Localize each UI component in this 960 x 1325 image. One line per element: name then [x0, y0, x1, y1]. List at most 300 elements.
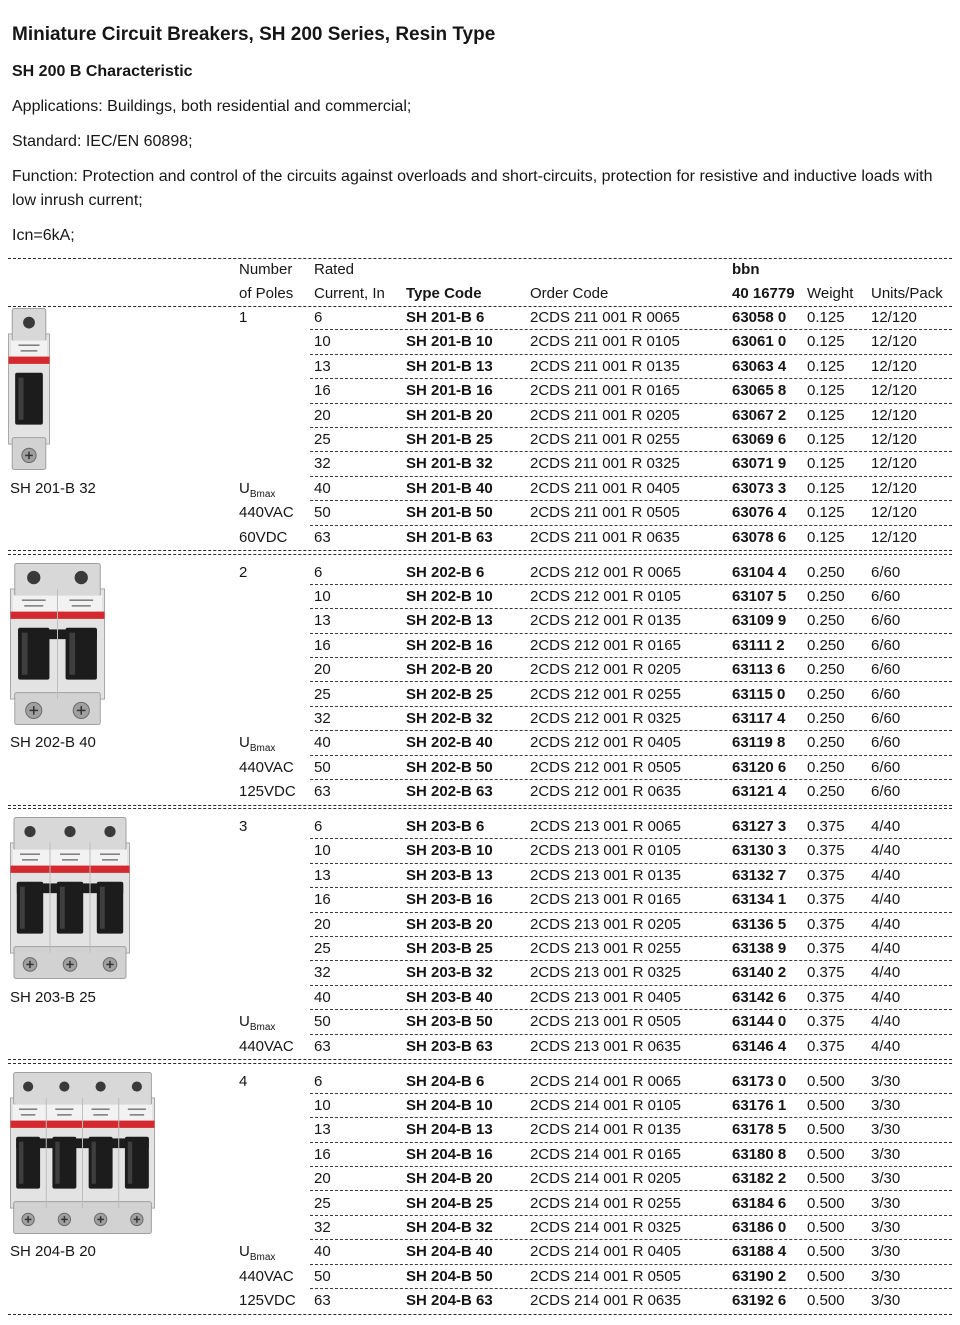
- type-code-cell: SH 201-B 6: [406, 309, 485, 326]
- weight-cell: 0.375: [807, 842, 845, 860]
- order-code-cell: 2CDS 214 001 R 0635: [530, 1292, 681, 1310]
- type-code-cell: SH 202-B 32: [406, 709, 493, 727]
- weight-cell: 0.125: [807, 357, 845, 375]
- group-divider: [8, 805, 952, 806]
- bbn-code-cell: 63119 8: [732, 734, 786, 752]
- header-poles-line1: Number: [239, 261, 293, 278]
- units-pack-cell: 12/120: [871, 406, 917, 424]
- poles-note-text: 60VDC: [239, 528, 288, 546]
- weight-cell: 0.125: [807, 333, 845, 351]
- units-pack-cell: 6/60: [871, 636, 901, 654]
- poles-column-note: [239, 561, 247, 585]
- table-row: [0, 937, 960, 961]
- weight-cell: 0.500: [807, 1194, 845, 1212]
- poles-note-subscript: Bmax: [249, 1252, 276, 1264]
- weight-cell: 0.500: [807, 1170, 845, 1188]
- type-code-cell: SH 203-B 25: [406, 940, 493, 957]
- bbn-code-cell: 63109 9: [732, 612, 787, 630]
- units-pack-cell: 3/30: [871, 1170, 901, 1188]
- order-code-cell: 2CDS 211 001 R 0325: [530, 455, 680, 473]
- poles-note-text: U: [239, 734, 250, 752]
- rated-current-cell: 25: [314, 685, 331, 703]
- order-code-cell: 2CDS 213 001 R 0325: [530, 964, 681, 982]
- weight-cell: 0.250: [807, 783, 845, 801]
- poles-column-note: [239, 1070, 247, 1094]
- table-row: [0, 561, 960, 585]
- order-code-cell: 2CDS 212 001 R 0065: [530, 563, 681, 581]
- page-title: Miniature Circuit Breakers, SH 200 Series, Resin Type: [12, 24, 496, 45]
- bbn-code-cell: 63134 1: [732, 891, 787, 909]
- weight-cell: 0.250: [807, 612, 845, 630]
- units-pack-cell: 12/120: [871, 309, 917, 326]
- table-row: [0, 634, 960, 658]
- poles-note-subscript: Bmax: [249, 1022, 276, 1034]
- poles-column-note: [239, 477, 275, 501]
- poles-note-subscript: Bmax: [249, 743, 276, 755]
- type-code-cell: SH 203-B 20: [406, 915, 493, 933]
- table-row: [0, 658, 960, 682]
- order-code-cell: 2CDS 211 001 R 0255: [530, 431, 680, 448]
- order-code-cell: 2CDS 212 001 R 0635: [530, 783, 681, 801]
- poles-note-text: 4: [239, 1072, 248, 1090]
- type-code-cell: SH 204-B 63: [406, 1292, 493, 1310]
- type-code-cell: SH 202-B 63: [406, 783, 493, 801]
- units-pack-cell: 3/30: [871, 1145, 901, 1163]
- table-row: [0, 404, 960, 428]
- weight-cell: 0.125: [807, 479, 845, 497]
- type-code-cell: SH 201-B 10: [406, 333, 493, 351]
- weight-cell: 0.375: [807, 1013, 845, 1031]
- type-code-cell: SH 203-B 40: [406, 988, 493, 1006]
- weight-cell: 0.250: [807, 685, 845, 703]
- type-code-cell: SH 204-B 32: [406, 1218, 493, 1236]
- table-row: [0, 1010, 960, 1034]
- order-code-cell: 2CDS 213 001 R 0205: [530, 915, 681, 933]
- rated-current-cell: 20: [314, 406, 331, 424]
- table-row: [0, 306, 960, 330]
- type-code-cell: SH 202-B 10: [406, 587, 493, 605]
- order-code-cell: 2CDS 213 001 R 0505: [530, 1013, 681, 1031]
- units-pack-cell: 3/30: [871, 1218, 901, 1236]
- bbn-code-cell: 63180 8: [732, 1145, 787, 1163]
- weight-cell: 0.500: [807, 1096, 845, 1114]
- rated-current-cell: 32: [314, 709, 331, 727]
- product-group: [0, 1070, 960, 1320]
- table-row: [0, 1143, 960, 1167]
- rated-current-cell: 16: [314, 636, 331, 654]
- rated-current-cell: 6: [314, 1072, 323, 1090]
- bbn-code-cell: 63173 0: [732, 1072, 787, 1090]
- weight-cell: 0.375: [807, 818, 845, 835]
- rated-current-cell: 6: [314, 309, 323, 326]
- bbn-code-cell: 63176 1: [732, 1096, 787, 1114]
- weight-cell: 0.375: [807, 940, 845, 957]
- bbn-code-cell: 63138 9: [732, 940, 787, 957]
- table-row: [0, 864, 960, 888]
- order-code-cell: 2CDS 212 001 R 0505: [530, 758, 681, 776]
- poles-note-text: 125VDC: [239, 783, 296, 801]
- type-code-cell: SH 204-B 13: [406, 1121, 493, 1139]
- table-row: [0, 452, 960, 476]
- type-code-cell: SH 202-B 13: [406, 612, 493, 630]
- group-divider: [8, 554, 952, 555]
- rated-current-cell: 63: [314, 783, 331, 801]
- units-pack-cell: 4/40: [871, 1037, 901, 1055]
- units-pack-cell: 12/120: [871, 382, 917, 400]
- weight-cell: 0.375: [807, 866, 845, 884]
- header-top-rule: [8, 258, 952, 259]
- weight-cell: 0.500: [807, 1145, 845, 1163]
- order-code-cell: 2CDS 214 001 R 0065: [530, 1072, 681, 1090]
- order-code-cell: 2CDS 211 001 R 0105: [530, 333, 680, 351]
- table-row: [0, 1070, 960, 1094]
- rated-current-cell: 50: [314, 758, 331, 776]
- rated-current-cell: 6: [314, 818, 323, 835]
- poles-note-subscript: Bmax: [249, 488, 276, 500]
- rated-current-cell: 10: [314, 587, 331, 605]
- poles-column-note: [239, 756, 294, 780]
- bbn-code-cell: 63186 0: [732, 1218, 787, 1236]
- type-code-cell: SH 202-B 20: [406, 661, 493, 679]
- order-code-cell: 2CDS 212 001 R 0105: [530, 587, 681, 605]
- characteristic-heading: SH 200 B Characteristic: [12, 63, 193, 80]
- poles-note-text: 3: [239, 818, 248, 835]
- weight-cell: 0.125: [807, 309, 845, 326]
- table-row: [0, 961, 960, 985]
- weight-cell: 0.375: [807, 1037, 845, 1055]
- poles-note-text: 440VAC: [239, 504, 294, 522]
- units-pack-cell: 12/120: [871, 504, 917, 522]
- bbn-code-cell: 63188 4: [732, 1243, 787, 1261]
- type-code-cell: SH 203-B 50: [406, 1013, 493, 1031]
- order-code-cell: 2CDS 214 001 R 0135: [530, 1121, 681, 1139]
- rated-current-cell: 10: [314, 842, 331, 860]
- table-row: [0, 585, 960, 609]
- poles-column-note: [239, 526, 287, 550]
- poles-column-note: [239, 780, 296, 804]
- order-code-cell: 2CDS 211 001 R 0205: [530, 406, 680, 424]
- rated-current-cell: 63: [314, 528, 331, 546]
- poles-note-text: 2: [239, 563, 248, 581]
- poles-column-note: [239, 731, 275, 755]
- type-code-cell: SH 201-B 63: [406, 528, 493, 546]
- type-code-cell: SH 204-B 40: [406, 1243, 493, 1261]
- bbn-code-cell: 63076 4: [732, 504, 787, 522]
- product-group: [0, 561, 960, 811]
- type-code-cell: SH 201-B 50: [406, 504, 493, 522]
- weight-cell: 0.125: [807, 504, 845, 522]
- rated-current-cell: 63: [314, 1292, 331, 1310]
- bbn-code-cell: 63111 2: [732, 636, 785, 654]
- type-code-cell: SH 202-B 25: [406, 685, 493, 703]
- table-row: [0, 756, 960, 780]
- order-code-cell: 2CDS 211 001 R 0635: [530, 528, 680, 546]
- order-code-cell: 2CDS 214 001 R 0105: [530, 1096, 681, 1114]
- rated-current-cell: 32: [314, 964, 331, 982]
- weight-cell: 0.125: [807, 382, 845, 400]
- group-divider: [8, 808, 952, 809]
- units-pack-cell: 6/60: [871, 709, 901, 727]
- table-row: [0, 1094, 960, 1118]
- table-row: [0, 1216, 960, 1240]
- weight-cell: 0.500: [807, 1243, 845, 1261]
- rated-current-cell: 25: [314, 1194, 331, 1212]
- poles-column-note: [239, 1035, 294, 1059]
- table-row: [0, 1192, 960, 1216]
- units-pack-cell: 3/30: [871, 1267, 901, 1285]
- poles-column-note: [239, 1289, 296, 1313]
- order-code-cell: 2CDS 213 001 R 0135: [530, 866, 681, 884]
- table-row: [0, 707, 960, 731]
- order-code-cell: 2CDS 213 001 R 0255: [530, 940, 681, 957]
- rated-current-cell: 13: [314, 612, 331, 630]
- bbn-code-cell: 63182 2: [732, 1170, 787, 1188]
- order-code-cell: 2CDS 213 001 R 0405: [530, 988, 681, 1006]
- weight-cell: 0.250: [807, 636, 845, 654]
- bbn-code-cell: 63192 6: [732, 1292, 787, 1310]
- units-pack-cell: 12/120: [871, 479, 917, 497]
- order-code-cell: 2CDS 213 001 R 0635: [530, 1037, 681, 1055]
- poles-note-text: 1: [239, 309, 248, 326]
- type-code-cell: SH 204-B 10: [406, 1096, 493, 1114]
- type-code-cell: SH 204-B 6: [406, 1072, 485, 1090]
- bbn-code-cell: 63130 3: [732, 842, 787, 860]
- bbn-code-cell: 63115 0: [732, 685, 786, 703]
- poles-note-text: 440VAC: [239, 758, 294, 776]
- group-divider: [8, 1063, 952, 1064]
- rated-current-cell: 16: [314, 891, 331, 909]
- group-divider: [8, 550, 952, 551]
- product-group: [0, 815, 960, 1065]
- units-pack-cell: 12/120: [871, 333, 917, 351]
- table-row: [0, 1035, 960, 1059]
- type-code-cell: SH 201-B 32: [406, 455, 493, 473]
- bbn-code-cell: 63065 8: [732, 382, 787, 400]
- order-code-cell: 2CDS 214 001 R 0165: [530, 1145, 681, 1163]
- weight-cell: 0.500: [807, 1121, 845, 1139]
- bbn-code-cell: 63127 3: [732, 818, 787, 835]
- bbn-code-cell: 63073 3: [732, 479, 787, 497]
- table-row: [0, 780, 960, 804]
- units-pack-cell: 3/30: [871, 1194, 901, 1212]
- table-row: [0, 428, 960, 452]
- bbn-code-cell: 63144 0: [732, 1013, 787, 1031]
- rated-current-cell: 13: [314, 1121, 331, 1139]
- bbn-code-cell: 63069 6: [732, 431, 787, 448]
- units-pack-cell: 6/60: [871, 758, 901, 776]
- weight-cell: 0.250: [807, 734, 845, 752]
- table-row: [0, 888, 960, 912]
- rated-current-cell: 50: [314, 1267, 331, 1285]
- units-pack-cell: 4/40: [871, 1013, 901, 1031]
- order-code-cell: 2CDS 213 001 R 0105: [530, 842, 681, 860]
- rated-current-cell: 20: [314, 1170, 331, 1188]
- weight-cell: 0.125: [807, 455, 845, 473]
- units-pack-cell: 12/120: [871, 357, 917, 375]
- order-code-cell: 2CDS 213 001 R 0065: [530, 818, 681, 835]
- weight-cell: 0.500: [807, 1218, 845, 1236]
- bbn-code-cell: 63120 6: [732, 758, 787, 776]
- rated-current-cell: 20: [314, 915, 331, 933]
- units-pack-cell: 3/30: [871, 1292, 901, 1310]
- units-pack-cell: 4/40: [871, 818, 901, 835]
- product-image-caption: SH 202-B 40: [10, 734, 96, 752]
- type-code-cell: SH 203-B 6: [406, 818, 485, 835]
- order-code-cell: 2CDS 213 001 R 0165: [530, 891, 681, 909]
- bbn-code-cell: 63121 4: [732, 783, 787, 801]
- units-pack-cell: 12/120: [871, 431, 917, 448]
- bbn-code-cell: 63058 0: [732, 309, 787, 326]
- header-bbn-line1: bbn: [732, 261, 760, 278]
- weight-cell: 0.250: [807, 563, 845, 581]
- table-row: [0, 986, 960, 1010]
- type-code-cell: SH 203-B 10: [406, 842, 493, 860]
- bbn-code-cell: 63104 4: [732, 563, 787, 581]
- type-code-cell: SH 201-B 13: [406, 357, 493, 375]
- weight-cell: 0.125: [807, 406, 845, 424]
- rated-current-cell: 40: [314, 988, 331, 1006]
- units-pack-cell: 6/60: [871, 685, 901, 703]
- weight-cell: 0.375: [807, 915, 845, 933]
- units-pack-cell: 6/60: [871, 563, 901, 581]
- order-code-cell: 2CDS 212 001 R 0205: [530, 661, 681, 679]
- rated-current-cell: 10: [314, 1096, 331, 1114]
- units-pack-cell: 3/30: [871, 1072, 901, 1090]
- bbn-code-cell: 63136 5: [732, 915, 787, 933]
- poles-note-text: U: [239, 479, 250, 497]
- units-pack-cell: 4/40: [871, 866, 901, 884]
- units-pack-cell: 4/40: [871, 940, 901, 957]
- header-bbn-line2: 40 16779: [732, 285, 795, 302]
- units-pack-cell: 12/120: [871, 455, 917, 473]
- poles-note-text: 125VDC: [239, 1292, 296, 1310]
- group-divider: [8, 1059, 952, 1060]
- bbn-code-cell: 63146 4: [732, 1037, 787, 1055]
- poles-column-note: [239, 1265, 294, 1289]
- weight-cell: 0.250: [807, 758, 845, 776]
- rated-current-cell: 25: [314, 940, 331, 957]
- type-code-cell: SH 204-B 16: [406, 1145, 493, 1163]
- weight-cell: 0.250: [807, 709, 845, 727]
- applications-text: Applications: Buildings, both residential and commercial;: [12, 98, 412, 115]
- group-divider: [8, 1314, 952, 1315]
- rated-current-cell: 6: [314, 563, 323, 581]
- table-row: [0, 1289, 960, 1313]
- poles-column-note: [239, 1010, 275, 1034]
- units-pack-cell: 3/30: [871, 1121, 901, 1139]
- table-row: [0, 379, 960, 403]
- weight-cell: 0.375: [807, 988, 845, 1006]
- icn-text: Icn=6kA;: [12, 227, 75, 244]
- function-text: Function: Protection and control of the circuits against overloads and short-circuits, protection for resistive and inductive loads with low inrush current;: [12, 168, 933, 209]
- order-code-cell: 2CDS 214 001 R 0255: [530, 1194, 681, 1212]
- weight-cell: 0.500: [807, 1267, 845, 1285]
- order-code-cell: 2CDS 212 001 R 0405: [530, 734, 681, 752]
- weight-cell: 0.375: [807, 964, 845, 982]
- order-code-cell: 2CDS 212 001 R 0165: [530, 636, 681, 654]
- bbn-code-cell: 63132 7: [732, 866, 787, 884]
- bbn-code-cell: 63184 6: [732, 1194, 787, 1212]
- type-code-cell: SH 204-B 25: [406, 1194, 493, 1212]
- poles-column-note: [239, 815, 247, 839]
- order-code-cell: 2CDS 211 001 R 0505: [530, 504, 680, 522]
- table-row: [0, 1265, 960, 1289]
- table-row: [0, 501, 960, 525]
- weight-cell: 0.375: [807, 891, 845, 909]
- order-code-cell: 2CDS 212 001 R 0135: [530, 612, 681, 630]
- table-row: [0, 683, 960, 707]
- poles-note-text: 440VAC: [239, 1267, 294, 1285]
- type-code-cell: SH 204-B 20: [406, 1170, 493, 1188]
- order-code-cell: 2CDS 212 001 R 0325: [530, 709, 681, 727]
- header-current-line2: Current, In: [314, 285, 385, 302]
- poles-note-text: U: [239, 1013, 250, 1031]
- table-row: [0, 1240, 960, 1264]
- units-pack-cell: 6/60: [871, 587, 901, 605]
- order-code-cell: 2CDS 211 001 R 0065: [530, 309, 680, 326]
- bbn-code-cell: 63078 6: [732, 528, 787, 546]
- order-code-cell: 2CDS 214 001 R 0205: [530, 1170, 681, 1188]
- poles-column-note: [239, 501, 294, 525]
- bbn-code-cell: 63117 4: [732, 709, 786, 727]
- poles-column-note: [239, 1240, 275, 1264]
- units-pack-cell: 6/60: [871, 734, 901, 752]
- poles-note-text: U: [239, 1243, 250, 1261]
- units-pack-cell: 4/40: [871, 964, 901, 982]
- table-row: [0, 1167, 960, 1191]
- units-pack-cell: 4/40: [871, 988, 901, 1006]
- order-code-cell: 2CDS 214 001 R 0405: [530, 1243, 681, 1261]
- rated-current-cell: 50: [314, 1013, 331, 1031]
- bbn-code-cell: 63113 6: [732, 661, 786, 679]
- bbn-code-cell: 63071 9: [732, 455, 787, 473]
- type-code-cell: SH 201-B 25: [406, 431, 493, 448]
- table-row: [0, 355, 960, 379]
- order-code-cell: 2CDS 214 001 R 0325: [530, 1218, 681, 1236]
- weight-cell: 0.125: [807, 528, 845, 546]
- header-units-pack: Units/Pack: [871, 285, 943, 302]
- units-pack-cell: 3/30: [871, 1096, 901, 1114]
- poles-note-text: 440VAC: [239, 1037, 294, 1055]
- rated-current-cell: 16: [314, 1145, 331, 1163]
- product-image-caption: SH 204-B 20: [10, 1243, 96, 1261]
- type-code-cell: SH 201-B 40: [406, 479, 493, 497]
- type-code-cell: SH 201-B 20: [406, 406, 493, 424]
- type-code-cell: SH 202-B 16: [406, 636, 493, 654]
- rated-current-cell: 40: [314, 734, 331, 752]
- type-code-cell: SH 203-B 32: [406, 964, 493, 982]
- bbn-code-cell: 63063 4: [732, 357, 787, 375]
- weight-cell: 0.125: [807, 431, 845, 448]
- table-row: [0, 477, 960, 501]
- rated-current-cell: 40: [314, 479, 331, 497]
- type-code-cell: SH 202-B 40: [406, 734, 493, 752]
- table-row: [0, 526, 960, 550]
- poles-column-note: [239, 306, 247, 330]
- bbn-code-cell: 63067 2: [732, 406, 787, 424]
- order-code-cell: 2CDS 212 001 R 0255: [530, 685, 681, 703]
- type-code-cell: SH 202-B 50: [406, 758, 493, 776]
- table-row: [0, 330, 960, 354]
- units-pack-cell: 6/60: [871, 661, 901, 679]
- order-code-cell: 2CDS 214 001 R 0505: [530, 1267, 681, 1285]
- standard-text: Standard: IEC/EN 60898;: [12, 133, 193, 150]
- rated-current-cell: 13: [314, 866, 331, 884]
- units-pack-cell: 6/60: [871, 783, 901, 801]
- header-weight: Weight: [807, 285, 854, 302]
- units-pack-cell: 4/40: [871, 915, 901, 933]
- rated-current-cell: 16: [314, 382, 331, 400]
